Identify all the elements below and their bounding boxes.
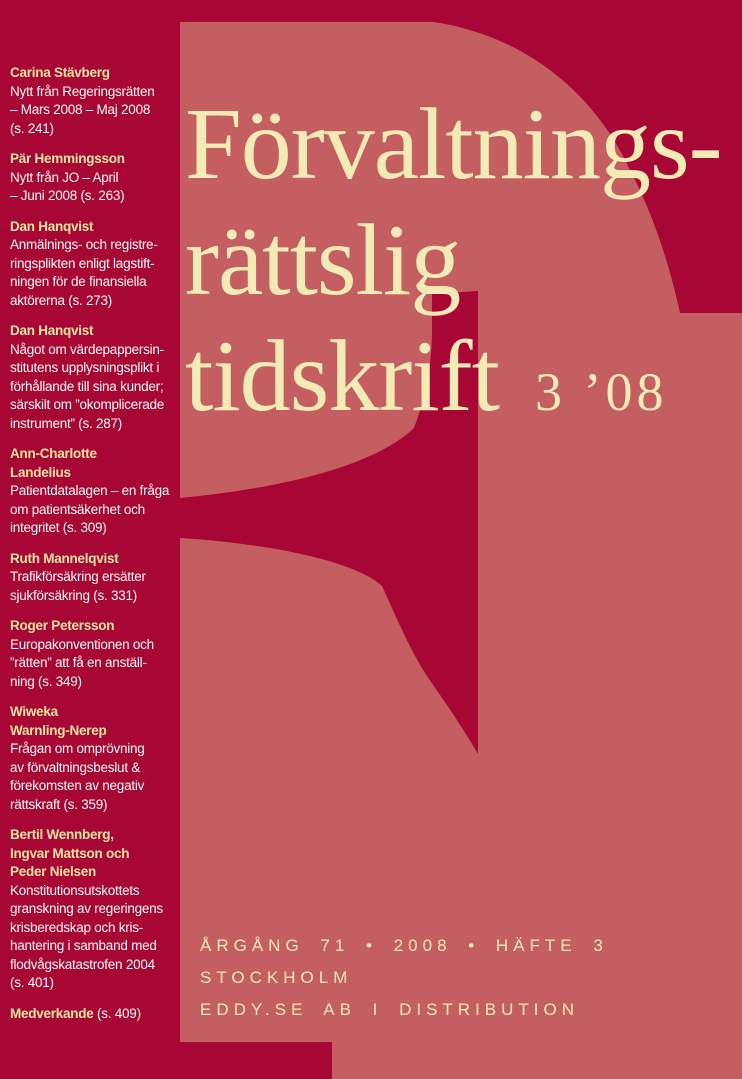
article-title-line: aktörerna (s. 273) <box>10 292 113 308</box>
article-title-line: integritet (s. 309) <box>10 520 107 535</box>
article-title-line: Konstitutionsutskottets <box>10 882 140 898</box>
imprint-distribution-line: EDDY.SE AB I DISTRIBUTION <box>200 1000 580 1019</box>
article-title-line: särskilt om ”okomplicerade <box>10 397 165 412</box>
author-name: Dan Hanqvist <box>10 218 94 234</box>
author-name: Medverkande (s. 409) <box>10 1005 141 1021</box>
imprint <box>200 936 608 1032</box>
cover-art-panel <box>180 0 742 1079</box>
article-title-line: Patientdatalagen – en fråga <box>10 483 170 498</box>
article-title-line: Trafikförsäkring ersätter <box>10 569 146 584</box>
article-title-line: ”rätten” att få en anställ- <box>10 655 147 670</box>
article-entry <box>10 445 174 550</box>
author-name: Landelius <box>10 464 71 480</box>
author-name: Ruth Mannelqvist <box>10 550 119 566</box>
author-name: Peder Nielsen <box>10 864 97 879</box>
imprint-volume-line: ÅRGÅNG 71 • 2008 • HÄFTE 3 <box>200 936 608 955</box>
article-entry <box>10 64 174 150</box>
article-title-line: (s. 401) <box>10 975 54 990</box>
article-entry <box>10 150 174 218</box>
author-name: Ann-Charlotte <box>10 446 97 461</box>
article-title-line: Frågan om omprövning <box>10 741 145 756</box>
article-title-line: Europakonventionen och <box>10 636 154 652</box>
article-entry <box>10 703 174 826</box>
article-title-line: ningen för de finansiella <box>10 274 147 289</box>
article-title-line: förhållande till sina kunder; <box>10 378 164 394</box>
title-line-2: rättslig <box>185 204 461 317</box>
article-title-line: ringsplikten enligt lagstift- <box>10 255 155 271</box>
article-title-line: ning (s. 349) <box>10 673 82 689</box>
article-title-line: av förvaltningsbeslut & <box>10 759 141 775</box>
article-entry <box>10 617 174 703</box>
article-title-line: hantering i samband med <box>10 938 157 953</box>
title-line-3-text: tidskrift <box>185 320 499 433</box>
article-title-line: flodvågskatastrofen 2004 <box>10 956 155 972</box>
article-title-line: sjukförsäkring (s. 331) <box>10 587 138 603</box>
article-title-line: Nytt från Regeringsrätten <box>10 83 155 99</box>
issue-number: 3 ’08 <box>534 362 668 422</box>
article-title-line: om patientsäkerhet och <box>10 501 145 517</box>
author-name: Warnling-Nerep <box>10 722 107 738</box>
author-name: Roger Petersson <box>10 618 115 633</box>
article-title-line: instrument” (s. 287) <box>10 415 123 431</box>
article-title-line: stitutens upplysningsplikt i <box>10 360 160 375</box>
author-name: Wiweka <box>10 704 58 719</box>
table-of-contents <box>0 0 180 1079</box>
page-reference: (s. 409) <box>93 1005 141 1021</box>
article-title-line: Nytt från JO – April <box>10 169 119 185</box>
article-title-line: Något om värdepappersin- <box>10 341 164 357</box>
author-name: Ingvar Mattson och <box>10 845 130 861</box>
article-title-line: granskning av regeringens <box>10 901 163 916</box>
author-name: Carina Stävberg <box>10 65 110 80</box>
article-title-line: (s. 241) <box>10 120 54 136</box>
article-title-line: – Juni 2008 (s. 263) <box>10 188 125 203</box>
article-entry <box>10 218 174 323</box>
author-name: Dan Hanqvist <box>10 323 94 338</box>
title-line-3 <box>185 319 722 450</box>
journal-title <box>185 87 722 450</box>
article-title-line: förekomsten av negativ <box>10 778 145 793</box>
article-entry <box>10 826 174 1005</box>
article-title-line: – Mars 2008 – Maj 2008 <box>10 102 151 117</box>
bottom-notch <box>180 1042 332 1079</box>
author-name: Bertil Wennberg, <box>10 827 114 842</box>
article-title-line: rättskraft (s. 359) <box>10 796 108 812</box>
article-entry <box>10 1005 174 1036</box>
article-entry <box>10 550 174 618</box>
article-title-line: Anmälnings- och registre- <box>10 237 158 252</box>
article-entry <box>10 322 174 445</box>
imprint-city-line: STOCKHOLM <box>200 968 353 987</box>
title-line-1: Förvaltnings- <box>185 88 722 201</box>
article-title-line: krisberedskap och kris- <box>10 919 144 935</box>
author-name: Pär Hemmingsson <box>10 151 125 166</box>
